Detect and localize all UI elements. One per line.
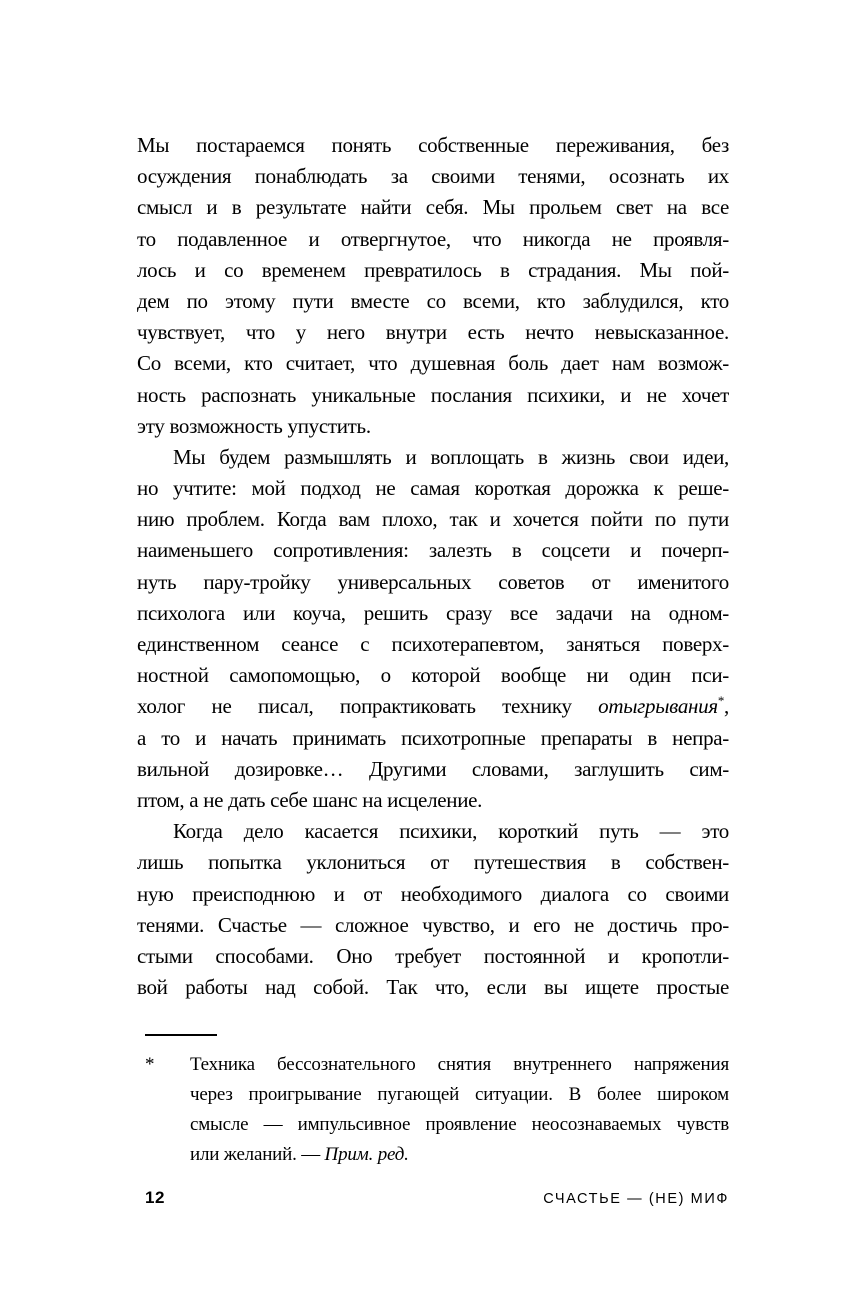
footnote-separator	[145, 1034, 217, 1036]
text-line: ностной самопомощью, о которой вообще ни один пси-	[137, 663, 729, 688]
text-line: стыми способами. Оно требует постоянной и кропотли-	[137, 943, 729, 968]
footnote	[137, 1050, 729, 1170]
text-line: Мы будем размышлять и воплощать в жизнь свои идеи,	[173, 444, 729, 469]
body-text	[137, 130, 729, 1003]
text-line: смысле — импульсивное проявление неосознаваемых чувств	[190, 1114, 729, 1135]
text-line: психолога или коуча, решить сразу все задачи на одном-	[137, 600, 729, 625]
page-footer	[137, 1189, 729, 1207]
text-line: чувствует, что у него внутри есть нечто невысказанное.	[137, 320, 729, 345]
text-line: лось и со временем превратилось в страдания. Мы пой-	[137, 257, 729, 282]
text-line: птом, а не дать себе шанс на исцеление.	[137, 787, 483, 812]
text-line: Мы постараемся понять собственные переживания, без	[137, 133, 729, 157]
text-line: через проигрывание пугающей ситуации. В более широком	[190, 1084, 729, 1105]
text-line: осуждения понаблюдать за своими тенями, осознать их	[137, 164, 729, 189]
text-line: ность распознать уникальные послания психики, и не хочет	[137, 382, 729, 407]
text-line: вильной дозировке… Другими словами, заглушить сим-	[137, 756, 729, 781]
text-line: холог не писал, попрактиковать технику отыгрывания*,	[137, 693, 729, 719]
text-line: или желаний. — Прим. ред.	[190, 1144, 409, 1165]
text-line: наименьшего сопротивления: залезть в соцсети и почерп-	[137, 538, 729, 563]
text-line: нуть пару-тройку универсальных советов от именитого	[137, 569, 729, 594]
paragraph	[137, 816, 729, 1003]
page-number: 12	[145, 1188, 165, 1207]
footnote-text	[190, 1050, 729, 1170]
text-line: Когда дело касается психики, короткий путь — это	[173, 819, 729, 844]
text-line: а то и начать принимать психотропные препараты в непра-	[137, 725, 729, 750]
footnote-marker: *	[145, 1054, 155, 1075]
text-line: лишь попытка уклониться от путешествия в собствен-	[137, 850, 729, 875]
text-line: смысл и в результате найти себя. Мы прольем свет на все	[137, 195, 729, 220]
text-line: тенями. Счастье — сложное чувство, и его не достичь про-	[137, 912, 729, 937]
running-title: СЧАСТЬЕ — (НЕ) МИФ	[543, 1191, 729, 1207]
text-line: эту возможность упустить.	[137, 413, 371, 438]
text-line: то подавленное и отвергнутое, что никогда не проявля-	[137, 226, 729, 251]
text-line: но учтите: мой подход не самая короткая дорожка к реше-	[137, 476, 729, 501]
paragraph	[137, 442, 729, 816]
text-line: единственном сеансе с психотерапевтом, заняться поверх-	[137, 632, 729, 656]
text-line: Со всеми, кто считает, что душевная боль дает нам возмож-	[137, 351, 729, 376]
text-line: вой работы над собой. Так что, если вы ищете простые	[137, 975, 729, 1000]
text-line: нию проблем. Когда вам плохо, так и хочется пойти по пути	[137, 507, 729, 532]
text-line: дем по этому пути вместе со всеми, кто заблудился, кто	[137, 288, 729, 313]
paragraph	[137, 130, 729, 442]
text-line: Техника бессознательного снятия внутреннего напряжения	[190, 1054, 729, 1075]
text-line: ную преисподнюю и от необходимого диалога со своими	[137, 881, 729, 906]
